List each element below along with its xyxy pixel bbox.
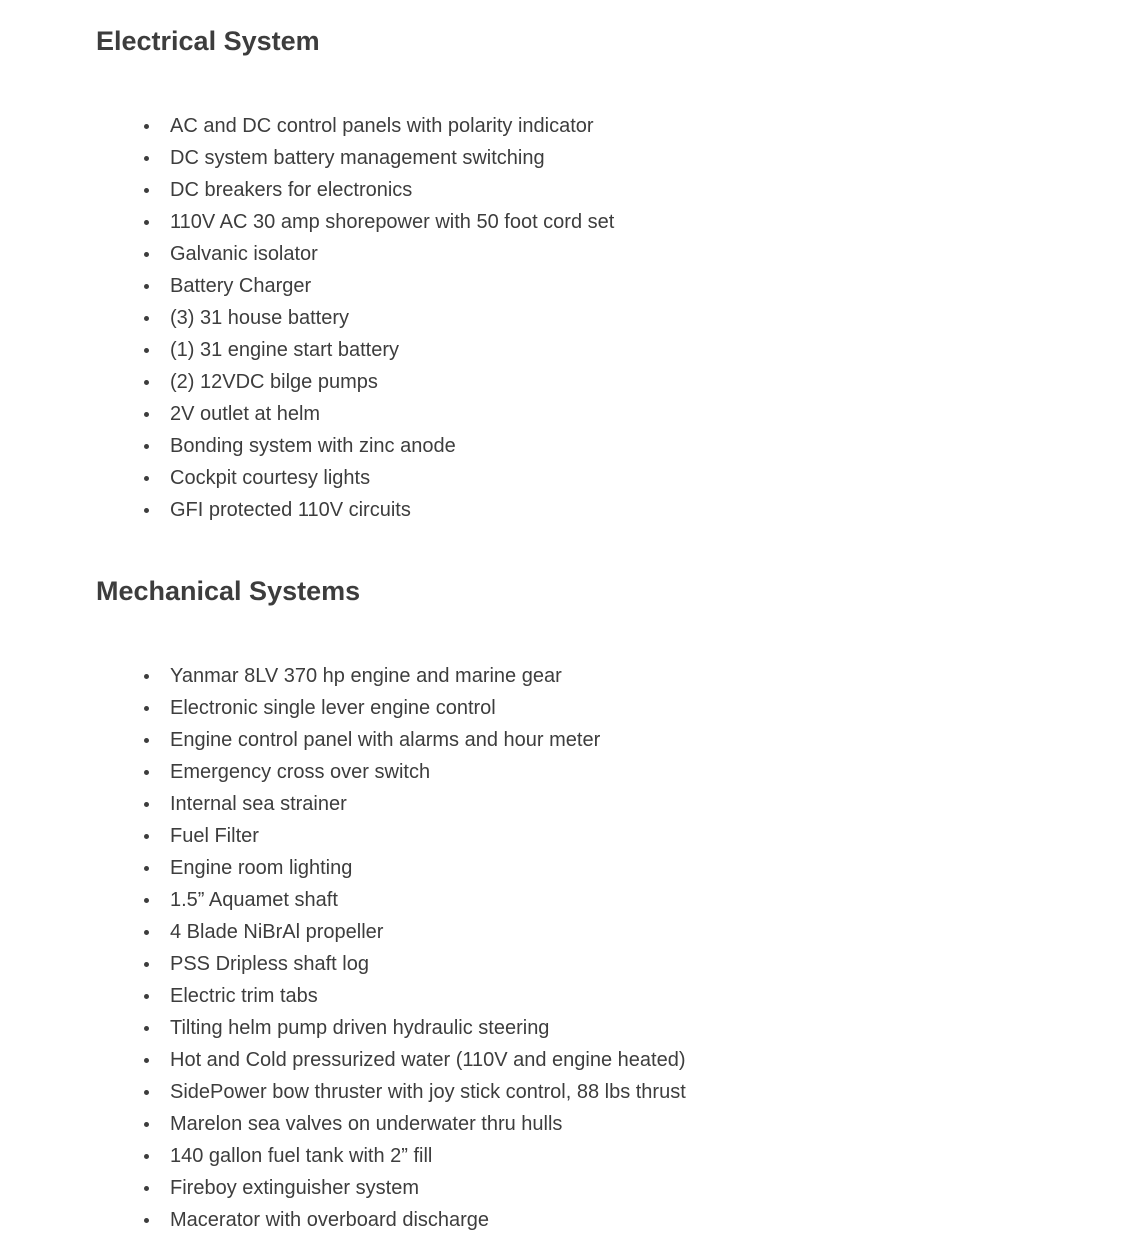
- list-item-text: PSS Dripless shaft log: [170, 953, 369, 975]
- list-item: [144, 948, 686, 980]
- bullet-icon: [144, 1026, 149, 1031]
- list-item-text: (1) 31 engine start battery: [170, 339, 400, 361]
- list-item: [144, 462, 614, 494]
- list-item-text: 140 gallon fuel tank with 2” fill: [170, 1145, 433, 1167]
- list-item-text: DC system battery management switching: [170, 147, 545, 169]
- bullet-icon: [144, 802, 149, 807]
- bullet-icon: [144, 1154, 149, 1159]
- bullet-icon: [144, 930, 149, 935]
- list-item: [144, 238, 614, 270]
- bullet-icon: [144, 1090, 149, 1095]
- list-item: [144, 1076, 686, 1108]
- bullet-icon: [144, 674, 149, 679]
- list-item-text: Fuel Filter: [170, 825, 259, 847]
- bullet-icon: [144, 380, 149, 385]
- list-item-text: AC and DC control panels with polarity indicator: [170, 115, 594, 137]
- list-item-text: Engine room lighting: [170, 857, 353, 879]
- list-item-text: Galvanic isolator: [170, 243, 318, 265]
- bullet-icon: [144, 284, 149, 289]
- bullet-icon: [144, 444, 149, 449]
- bullet-icon: [144, 476, 149, 481]
- list-item-text: 110V AC 30 amp shorepower with 50 foot cord set: [170, 211, 615, 233]
- bullet-icon: [144, 898, 149, 903]
- list-item-text: DC breakers for electronics: [170, 179, 413, 201]
- list-item-text: Electric trim tabs: [170, 985, 318, 1007]
- list-item-text: Battery Charger: [170, 275, 312, 297]
- list-item: [144, 430, 614, 462]
- bullet-icon: [144, 412, 149, 417]
- list-item-text: (2) 12VDC bilge pumps: [170, 371, 378, 393]
- list-item-text: Marelon sea valves on underwater thru hulls: [170, 1113, 563, 1135]
- bullet-icon: [144, 316, 149, 321]
- list-item: [144, 1140, 686, 1172]
- list-item: [144, 980, 686, 1012]
- list-item-text: Electronic single lever engine control: [170, 697, 496, 719]
- list-item-text: Cockpit courtesy lights: [170, 467, 371, 489]
- list-item-text: GFI protected 110V circuits: [170, 499, 411, 521]
- list-item: [144, 334, 614, 366]
- mechanical-systems-list: [144, 660, 686, 1236]
- list-item: [144, 916, 686, 948]
- bullet-icon: [144, 1122, 149, 1127]
- list-item: [144, 1204, 686, 1236]
- list-item-text: Internal sea strainer: [170, 793, 347, 815]
- list-item-text: Tilting helm pump driven hydraulic steering: [170, 1017, 550, 1039]
- bullet-icon: [144, 994, 149, 999]
- bullet-icon: [144, 962, 149, 967]
- list-item: [144, 1108, 686, 1140]
- list-item: [144, 660, 686, 692]
- bullet-icon: [144, 706, 149, 711]
- list-item: [144, 174, 614, 206]
- list-item: [144, 366, 614, 398]
- list-item-text: Hot and Cold pressurized water (110V and engine heated): [170, 1049, 686, 1071]
- list-item: [144, 206, 614, 238]
- bullet-icon: [144, 1218, 149, 1223]
- list-item: [144, 724, 686, 756]
- list-item: [144, 270, 614, 302]
- list-item: [144, 852, 686, 884]
- bullet-icon: [144, 156, 149, 161]
- list-item-text: Yanmar 8LV 370 hp engine and marine gear: [170, 665, 562, 687]
- bullet-icon: [144, 124, 149, 129]
- electrical-system-heading: Electrical System: [96, 26, 320, 56]
- list-item: [144, 788, 686, 820]
- list-item: [144, 302, 614, 334]
- list-item-text: 4 Blade NiBrAl propeller: [170, 921, 384, 943]
- list-item-text: Macerator with overboard discharge: [170, 1209, 490, 1231]
- list-item: [144, 756, 686, 788]
- bullet-icon: [144, 770, 149, 775]
- bullet-icon: [144, 1058, 149, 1063]
- bullet-icon: [144, 738, 149, 743]
- list-item: [144, 1044, 686, 1076]
- list-item: [144, 398, 614, 430]
- bullet-icon: [144, 252, 149, 257]
- list-item: [144, 1012, 686, 1044]
- list-item: [144, 1172, 686, 1204]
- bullet-icon: [144, 348, 149, 353]
- list-item-text: 1.5” Aquamet shaft: [170, 889, 338, 911]
- list-item: [144, 142, 614, 174]
- bullet-icon: [144, 866, 149, 871]
- list-item-text: (3) 31 house battery: [170, 307, 349, 329]
- list-item: [144, 884, 686, 916]
- mechanical-systems-heading: Mechanical Systems: [96, 576, 361, 606]
- bullet-icon: [144, 188, 149, 193]
- electrical-system-list: [144, 110, 614, 526]
- list-item-text: Bonding system with zinc anode: [170, 435, 456, 457]
- bullet-icon: [144, 834, 149, 839]
- list-item: [144, 110, 614, 142]
- list-item: [144, 820, 686, 852]
- list-item: [144, 692, 686, 724]
- bullet-icon: [144, 220, 149, 225]
- bullet-icon: [144, 508, 149, 513]
- list-item-text: Fireboy extinguisher system: [170, 1177, 419, 1199]
- list-item-text: 2V outlet at helm: [170, 403, 321, 425]
- list-item-text: Engine control panel with alarms and hour meter: [170, 729, 601, 751]
- bullet-icon: [144, 1186, 149, 1191]
- list-item-text: Emergency cross over switch: [170, 761, 431, 783]
- list-item: [144, 494, 614, 526]
- list-item-text: SidePower bow thruster with joy stick control, 88 lbs thrust: [170, 1081, 686, 1103]
